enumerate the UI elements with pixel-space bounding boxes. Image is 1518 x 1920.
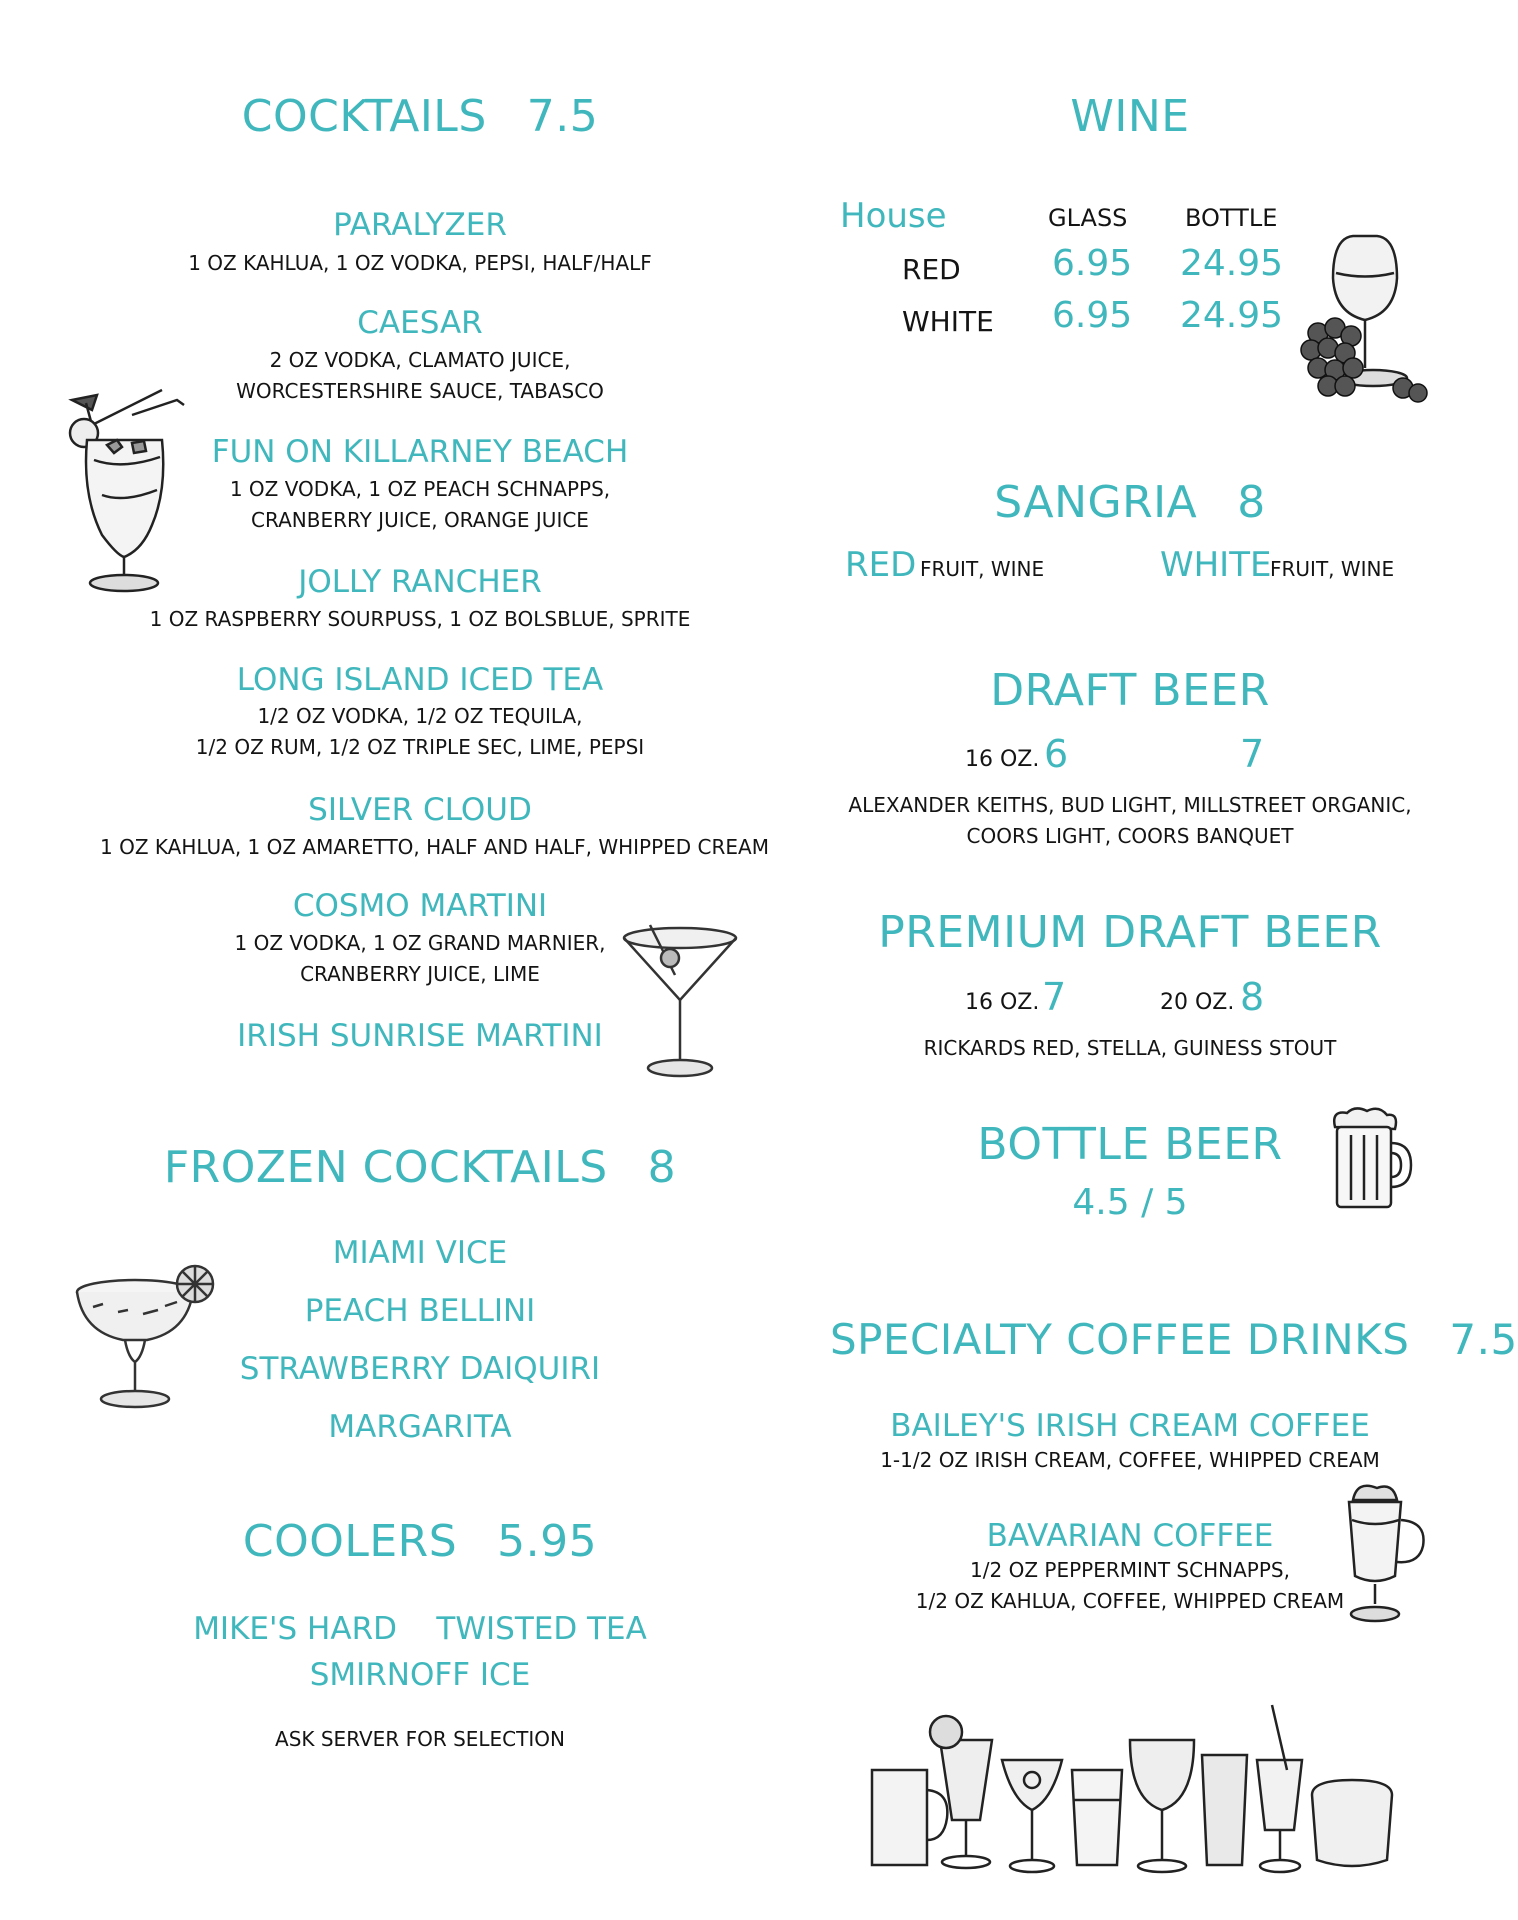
drink-desc-silver-cloud xyxy=(100,832,769,863)
premium-draft-title: PREMIUM DRAFT BEER xyxy=(878,907,1382,958)
desc-line: CRANBERRY JUICE, LIME xyxy=(300,962,540,986)
desc-line: 1 OZ KAHLUA, 1 OZ AMARETTO, HALF AND HALF, WHIPPED CREAM xyxy=(100,835,769,859)
desc-line: 1 OZ KAHLUA, 1 OZ VODKA, PEPSI, HALF/HALF xyxy=(188,251,652,275)
frozen-item-miami-vice: MIAMI VICE xyxy=(332,1235,508,1271)
drink-name-caesar: CAESAR xyxy=(357,305,483,341)
premium-16oz-label: 16 OZ. xyxy=(965,990,1040,1015)
sangria-red-label: RED xyxy=(845,545,917,585)
premium-draft-heading xyxy=(830,908,1430,958)
draft-second-price: 7 xyxy=(1240,732,1265,776)
frozen-item-strawberry-daiquiri: STRAWBERRY DAIQUIRI xyxy=(239,1351,601,1387)
drink-name-fun-on-killarney-beach: FUN ON KILLARNEY BEACH xyxy=(211,434,629,470)
drink-name-irish-sunrise-martini: IRISH SUNRISE MARTINI xyxy=(237,1018,603,1054)
sangria-white-label: WHITE xyxy=(1160,545,1272,585)
coolers-heading xyxy=(100,1517,740,1567)
bottle-beer-title: BOTTLE BEER xyxy=(977,1119,1283,1170)
wine-heading xyxy=(830,92,1430,142)
sangria-price: 8 xyxy=(1237,477,1266,528)
martini-glass-icon xyxy=(620,920,740,1080)
desc-line: 1 OZ VODKA, 1 OZ GRAND MARNIER, xyxy=(234,931,606,955)
drink-name-paralyzer: PARALYZER xyxy=(333,207,507,243)
wine-red-glass-price: 6.95 xyxy=(1052,243,1133,284)
drink-name-cosmo-martini: COSMO MARTINI xyxy=(292,888,548,924)
sangria-red-desc: FRUIT, WINE xyxy=(920,557,1045,581)
wine-white-glass-price: 6.95 xyxy=(1052,295,1133,336)
drink-name-baileys-coffee: BAILEY'S IRISH CREAM COFFEE xyxy=(890,1408,1370,1444)
draft-beer-title: DRAFT BEER xyxy=(990,665,1270,716)
wine-house-label: House xyxy=(840,196,947,236)
frozen-item-margarita: MARGARITA xyxy=(328,1409,512,1445)
premium-draft-list xyxy=(830,1033,1430,1064)
hurricane-glass-icon xyxy=(62,385,190,595)
wine-glass-grapes-icon xyxy=(1293,228,1433,408)
desc-line: WORCESTERSHIRE SAUCE, TABASCO xyxy=(236,379,604,403)
wine-white-label: WHITE xyxy=(902,305,994,338)
drink-desc-long-island-iced-tea xyxy=(100,701,740,763)
desc-line: COORS LIGHT, COORS BANQUET xyxy=(966,824,1294,848)
bottle-beer-price: 4.5 / 5 xyxy=(1072,1182,1188,1223)
wine-bottle-label: BOTTLE xyxy=(1185,204,1278,232)
coolers-title: COOLERS xyxy=(242,1516,458,1567)
desc-line: 1/2 OZ PEPPERMINT SCHNAPPS, xyxy=(970,1558,1290,1582)
desc-line: 1/2 OZ KAHLUA, COFFEE, WHIPPED CREAM xyxy=(915,1589,1345,1613)
wine-red-label: RED xyxy=(902,253,961,286)
drink-desc-caesar xyxy=(100,345,740,407)
desc-line: CRANBERRY JUICE, ORANGE JUICE xyxy=(251,508,589,532)
frozen-price: 8 xyxy=(647,1142,677,1193)
desc-line: 1/2 OZ RUM, 1/2 OZ TRIPLE SEC, LIME, PEPSI xyxy=(195,735,645,759)
frozen-cocktails-heading xyxy=(100,1143,740,1193)
drink-desc-jolly-rancher xyxy=(100,604,740,635)
sangria-heading xyxy=(830,478,1430,528)
premium-16oz-price: 7 xyxy=(1042,975,1067,1019)
irish-coffee-icon xyxy=(1335,1480,1431,1630)
beer-mug-icon xyxy=(1327,1105,1417,1215)
cooler-twisted-tea: TWISTED TEA xyxy=(436,1611,647,1647)
cocktails-price: 7.5 xyxy=(526,91,599,142)
coolers-row-1 xyxy=(100,1611,740,1647)
desc-line: 1-1/2 OZ IRISH CREAM, COFFEE, WHIPPED CREAM xyxy=(880,1448,1380,1472)
draft-beer-heading xyxy=(830,666,1430,716)
drink-desc-paralyzer xyxy=(100,248,740,279)
cooler-smirnoff-ice: SMIRNOFF ICE xyxy=(309,1657,531,1693)
desc-line: 1/2 OZ VODKA, 1/2 OZ TEQUILA, xyxy=(257,704,583,728)
coolers-price: 5.95 xyxy=(497,1516,598,1567)
frozen-item-peach-bellini: PEACH BELLINI xyxy=(304,1293,536,1329)
drink-name-jolly-rancher: JOLLY RANCHER xyxy=(298,564,542,600)
frozen-title: FROZEN COCKTAILS xyxy=(163,1142,608,1193)
coffee-title: SPECIALTY COFFEE DRINKS xyxy=(830,1315,1410,1364)
drink-name-long-island-iced-tea: LONG ISLAND ICED TEA xyxy=(236,662,604,698)
draft-beer-list xyxy=(830,790,1430,852)
desc-line: ALEXANDER KEITHS, BUD LIGHT, MILLSTREET ORGANIC, xyxy=(848,793,1412,817)
wine-title: WINE xyxy=(1070,91,1190,142)
wine-white-bottle-price: 24.95 xyxy=(1180,295,1284,336)
cocktails-heading xyxy=(100,92,740,142)
sangria-white-desc: FRUIT, WINE xyxy=(1270,557,1395,581)
drink-name-bavarian-coffee: BAVARIAN COFFEE xyxy=(986,1518,1274,1554)
premium-20oz-price: 8 xyxy=(1240,975,1265,1019)
desc-line: 1 OZ VODKA, 1 OZ PEACH SCHNAPPS, xyxy=(229,477,611,501)
wine-glass-label: GLASS xyxy=(1048,204,1128,232)
wine-red-bottle-price: 24.95 xyxy=(1180,243,1284,284)
cocktails-title: COCKTAILS xyxy=(241,91,487,142)
coffee-price: 7.5 xyxy=(1449,1315,1518,1364)
cooler-mikes-hard: MIKE'S HARD xyxy=(193,1611,397,1647)
drink-desc-fun-on-killarney-beach xyxy=(100,474,740,536)
draft-16oz-price: 6 xyxy=(1044,732,1069,776)
draft-16oz-label: 16 OZ. xyxy=(965,747,1040,772)
drink-name-silver-cloud: SILVER CLOUD xyxy=(308,792,532,828)
assorted-drinks-icon xyxy=(862,1700,1402,1880)
desc-line: 1 OZ RASPBERRY SOURPUSS, 1 OZ BOLSBLUE, SPRITE xyxy=(149,607,691,631)
sangria-title: SANGRIA xyxy=(994,477,1198,528)
premium-20oz-label: 20 OZ. xyxy=(1160,990,1235,1015)
coolers-note: ASK SERVER FOR SELECTION xyxy=(275,1727,565,1751)
coffee-heading xyxy=(830,1315,1518,1365)
desc-line: 2 OZ VODKA, CLAMATO JUICE, xyxy=(269,348,571,372)
desc-line: RICKARDS RED, STELLA, GUINESS STOUT xyxy=(923,1036,1337,1060)
drink-desc-baileys-coffee xyxy=(830,1445,1430,1476)
margarita-glass-icon xyxy=(73,1262,223,1412)
